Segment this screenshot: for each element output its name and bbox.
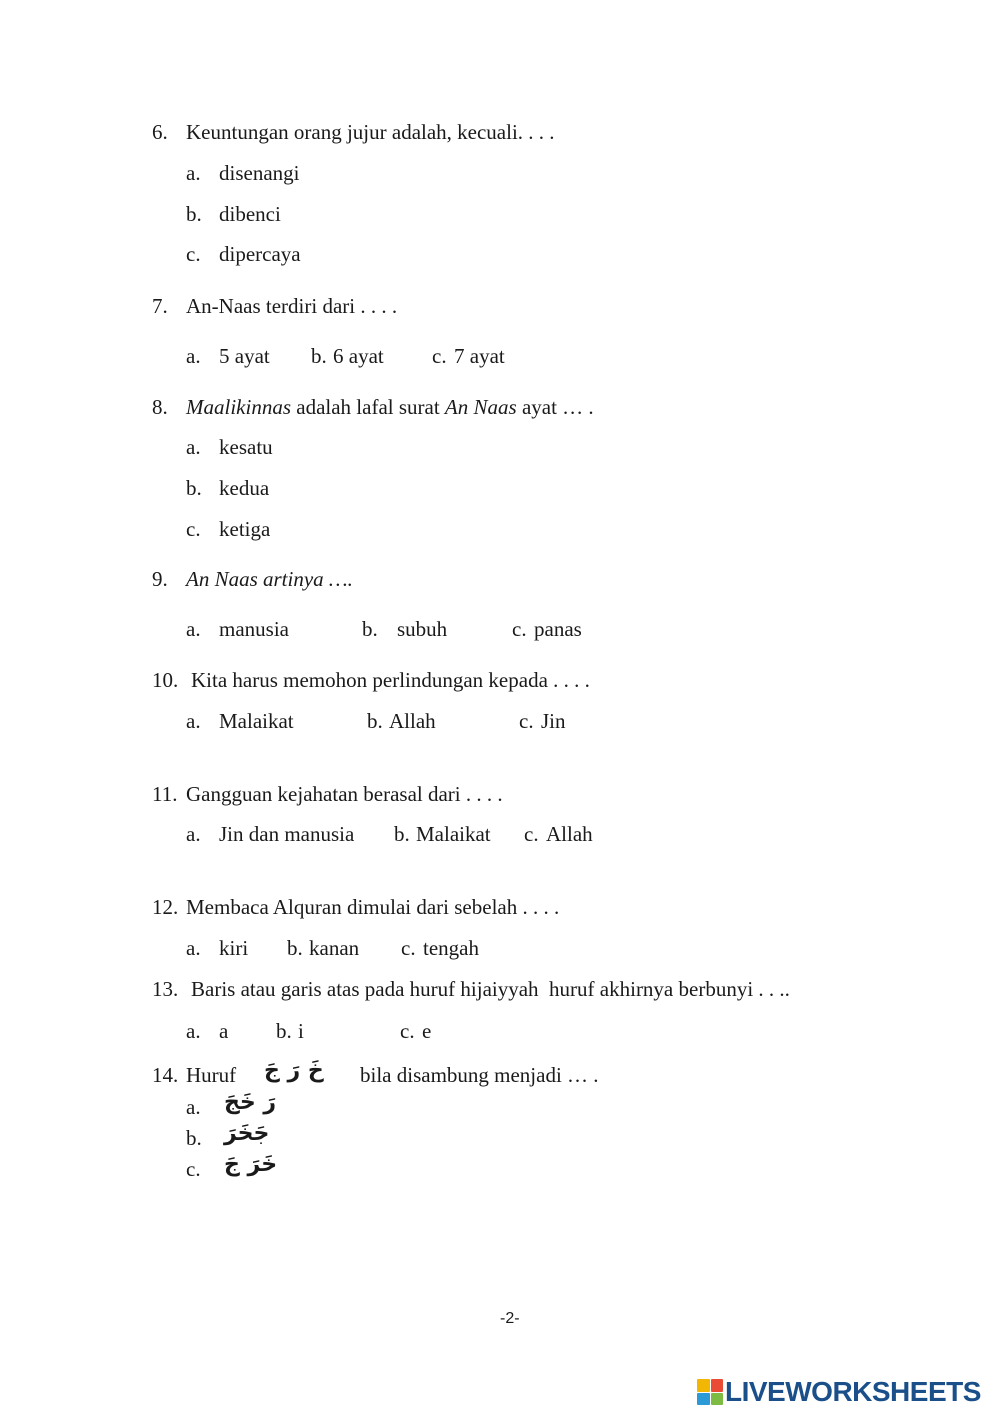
- logo-square-icon: [697, 1393, 710, 1406]
- option-label: b.: [394, 822, 410, 846]
- question-number: 10.: [152, 668, 179, 692]
- option-c: tengah: [423, 936, 479, 960]
- option-label: b.: [186, 1126, 202, 1150]
- option-label: a.: [186, 617, 201, 641]
- option-a: kiri: [219, 936, 249, 960]
- option-c: 7 ayat: [454, 344, 505, 368]
- option-a-arabic: رَ خَجَ: [224, 1090, 277, 1115]
- option-c: e: [422, 1019, 432, 1043]
- option-label: b.: [186, 476, 202, 500]
- option-label: a.: [186, 822, 201, 846]
- question-text: Gangguan kejahatan berasal dari . . . .: [186, 782, 503, 806]
- option-a: 5 ayat: [219, 344, 270, 368]
- option-label: b.: [276, 1019, 292, 1043]
- option-a: disenangi: [219, 161, 300, 185]
- option-b-arabic: جَخَرَ: [224, 1121, 270, 1146]
- option-label: a.: [186, 709, 201, 733]
- option-b: i: [298, 1019, 304, 1043]
- option-label: a.: [186, 1095, 201, 1119]
- question-number: 13.: [152, 977, 179, 1001]
- question-text: Kita harus memohon perlindungan kepada . . . .: [191, 668, 590, 692]
- option-a: Malaikat: [219, 709, 294, 733]
- option-label: a.: [186, 161, 201, 185]
- question-text: Membaca Alquran dimulai dari sebelah . . . .: [186, 895, 560, 919]
- page-number: -2-: [500, 1310, 520, 1327]
- option-a: kesatu: [219, 435, 273, 459]
- option-label: c.: [186, 517, 201, 541]
- question-number: 8.: [152, 395, 168, 419]
- question-text: bila disambung menjadi … .: [360, 1063, 599, 1087]
- option-b: dibenci: [219, 202, 281, 226]
- question-text: [186, 397, 594, 418]
- logo-square-icon: [697, 1379, 710, 1392]
- arabic-letters: خَ رَ جَ: [264, 1058, 324, 1083]
- question-number: 9.: [152, 567, 168, 591]
- option-label: a.: [186, 1019, 201, 1043]
- question-text: An-Naas terdiri dari . . . .: [186, 294, 398, 318]
- option-c: panas: [534, 617, 582, 641]
- option-label: a.: [186, 435, 201, 459]
- logo-mark-icon: [697, 1379, 723, 1405]
- question-number: 14.: [152, 1063, 179, 1087]
- option-label: c.: [186, 1157, 201, 1181]
- option-label: b.: [287, 936, 303, 960]
- option-label: c.: [512, 617, 527, 641]
- option-a: Jin dan manusia: [219, 822, 355, 846]
- option-label: b.: [311, 344, 327, 368]
- option-c: dipercaya: [219, 242, 301, 266]
- text-part: ayat … .: [516, 395, 594, 419]
- logo-square-icon: [711, 1379, 724, 1392]
- question-text: Baris atau garis atas pada huruf hijaiyyah huruf akhirnya berbunyi . . ..: [191, 977, 790, 1001]
- question-text: Huruf: [186, 1063, 237, 1087]
- option-label: c.: [524, 822, 539, 846]
- question-number: 11.: [152, 782, 178, 806]
- option-c: Allah: [546, 822, 593, 846]
- option-label: b.: [367, 709, 383, 733]
- liveworksheets-logo[interactable]: [697, 1378, 981, 1406]
- option-label: c.: [401, 936, 416, 960]
- question-number: 7.: [152, 294, 168, 318]
- option-label: c.: [186, 242, 201, 266]
- option-label: c.: [400, 1019, 415, 1043]
- option-label: b.: [362, 617, 378, 641]
- option-label: a.: [186, 344, 201, 368]
- option-b: kedua: [219, 476, 270, 500]
- option-a: manusia: [219, 617, 289, 641]
- question-number: 12.: [152, 895, 179, 919]
- italic-term: An Naas: [444, 395, 517, 419]
- text-part: adalah lafal surat: [291, 395, 445, 419]
- option-b: 6 ayat: [333, 344, 384, 368]
- option-label: a.: [186, 936, 201, 960]
- question-number: 6.: [152, 120, 168, 144]
- option-label: c.: [519, 709, 534, 733]
- question-text: Keuntungan orang jujur adalah, kecuali. . . .: [186, 120, 555, 144]
- option-label: c.: [432, 344, 447, 368]
- option-c-arabic: خَرَ جَ: [224, 1152, 278, 1177]
- option-b: kanan: [309, 936, 360, 960]
- option-b: Malaikat: [416, 822, 491, 846]
- option-b: Allah: [389, 709, 436, 733]
- logo-square-icon: [711, 1393, 724, 1406]
- option-c: Jin: [541, 709, 566, 733]
- question-text: An Naas artinya ….: [186, 567, 353, 591]
- italic-term: Maalikinnas: [186, 395, 291, 419]
- option-b: subuh: [397, 617, 448, 641]
- option-label: b.: [186, 202, 202, 226]
- brand-name: LIVEWORKSHEETS: [725, 1376, 981, 1407]
- option-c: ketiga: [219, 517, 271, 541]
- option-a: a: [219, 1019, 229, 1043]
